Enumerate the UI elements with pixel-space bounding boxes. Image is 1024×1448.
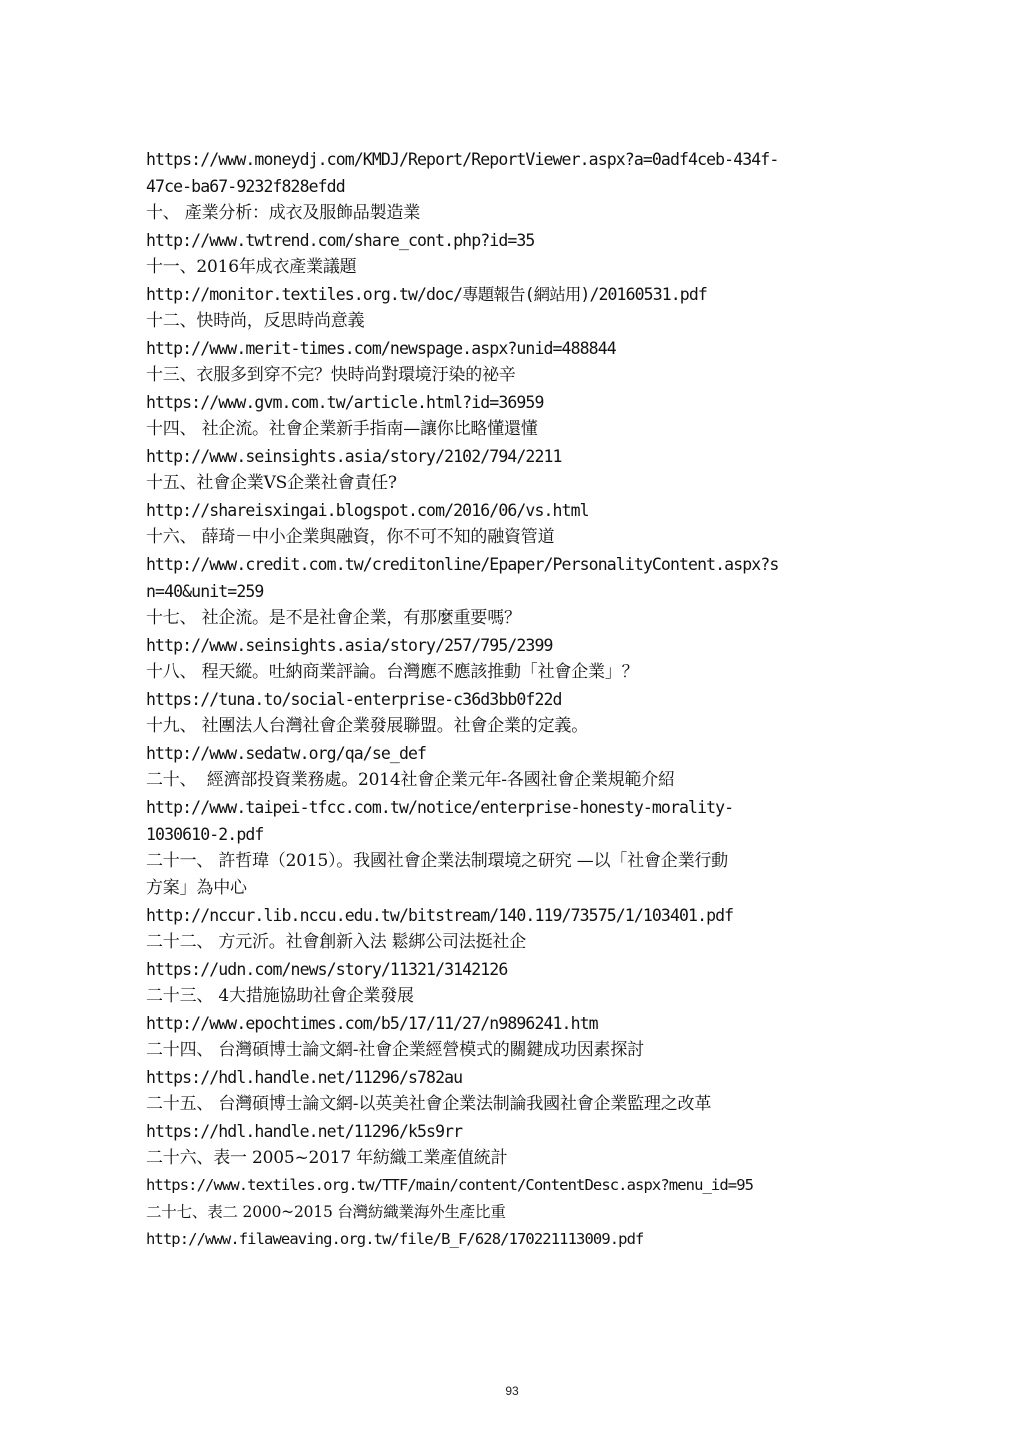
reference-title: 十九、 社團法人台灣社會企業發展聯盟。社會企業的定義。 bbox=[146, 716, 589, 736]
reference-title: 十、 產業分析：成衣及服飾品製造業 bbox=[146, 203, 421, 223]
reference-title: 十六、 薛琦－中小企業與融資，你不可不知的融資管道 bbox=[146, 527, 555, 547]
page-number: 93 bbox=[505, 1384, 519, 1398]
reference-title: 二十六、表一 2005~2017 年紡織工業產值統計 bbox=[146, 1148, 508, 1168]
reference-title: 二十二、 方元沂。社會創新入法 鬆綁公司法挺社企 bbox=[146, 932, 527, 952]
reference-url[interactable]: https://udn.com/news/story/11321/3142126 bbox=[146, 960, 508, 979]
reference-url[interactable]: https://www.gvm.com.tw/article.html?id=36959 bbox=[146, 393, 544, 412]
reference-title: 二十一、 許哲瑋（2015）。我國社會企業法制環境之研究 —以「社會企業行動 bbox=[146, 851, 728, 871]
reference-url[interactable]: http://www.merit-times.com/newspage.aspx?unid=488844 bbox=[146, 339, 616, 358]
reference-url[interactable]: http://www.sedatw.org/qa/se_def bbox=[146, 744, 427, 763]
reference-title: 十七、 社企流。是不是社會企業，有那麼重要嗎？ bbox=[146, 608, 521, 628]
reference-title: 二十五、 台灣碩博士論文網-以英美社會企業法制論我國社會企業監理之改革 bbox=[146, 1094, 712, 1114]
reference-url[interactable]: https://hdl.handle.net/11296/s782au bbox=[146, 1068, 463, 1087]
reference-url[interactable]: http://www.epochtimes.com/b5/17/11/27/n9896241.htm bbox=[146, 1014, 598, 1033]
reference-url[interactable]: http://www.credit.com.tw/creditonline/Epaper/PersonalityContent.aspx?s bbox=[146, 555, 779, 574]
reference-url[interactable]: 47ce-ba67-9232f828efdd bbox=[146, 177, 345, 196]
reference-url[interactable]: http://www.filaweaving.org.tw/file/B_F/628/170221113009.pdf bbox=[146, 1230, 644, 1248]
reference-url[interactable]: 1030610-2.pdf bbox=[146, 825, 264, 844]
reference-title: 二十、 經濟部投資業務處。2014社會企業元年-各國社會企業規範介紹 bbox=[146, 770, 675, 790]
reference-title: 十八、 程天縱。吐納商業評論。台灣應不應該推動「社會企業」？ bbox=[146, 662, 639, 682]
reference-url[interactable]: http://www.twtrend.com/share_cont.php?id=35 bbox=[146, 231, 535, 250]
reference-title: 十三、衣服多到穿不完？快時尚對環境汙染的祕辛 bbox=[146, 365, 516, 385]
reference-title: 十五、社會企業VS企業社會責任? bbox=[146, 473, 397, 493]
reference-title: 方案」為中心 bbox=[146, 878, 247, 898]
reference-title: 二十四、 台灣碩博士論文網-社會企業經營模式的關鍵成功因素探討 bbox=[146, 1040, 644, 1060]
reference-url[interactable]: http://nccur.lib.nccu.edu.tw/bitstream/140.119/73575/1/103401.pdf bbox=[146, 906, 734, 925]
reference-title: 二十七、表二 2000~2015 台灣紡織業海外生產比重 bbox=[146, 1203, 506, 1221]
reference-title: 十一、2016年成衣產業議題 bbox=[146, 257, 357, 277]
reference-url[interactable]: http://www.seinsights.asia/story/2102/794/2211 bbox=[146, 447, 562, 466]
reference-url[interactable]: https://www.moneydj.com/KMDJ/Report/ReportViewer.aspx?a=0adf4ceb-434f- bbox=[146, 150, 779, 169]
reference-url[interactable]: http://www.seinsights.asia/story/257/795/2399 bbox=[146, 636, 553, 655]
reference-title: 二十三、 4大措施協助社會企業發展 bbox=[146, 986, 414, 1006]
reference-url[interactable]: https://www.textiles.org.tw/TTF/main/content/ContentDesc.aspx?menu_id=95 bbox=[146, 1176, 754, 1194]
reference-url[interactable]: http://shareisxingai.blogspot.com/2016/06/vs.html bbox=[146, 501, 589, 520]
reference-url[interactable]: https://tuna.to/social-enterprise-c36d3bb0f22d bbox=[146, 690, 562, 709]
reference-url[interactable]: n=40&unit=259 bbox=[146, 582, 264, 601]
reference-url[interactable]: https://hdl.handle.net/11296/k5s9rr bbox=[146, 1122, 463, 1141]
reference-url[interactable]: http://www.taipei-tfcc.com.tw/notice/enterprise-honesty-morality- bbox=[146, 798, 734, 817]
reference-list bbox=[146, 146, 876, 1253]
reference-title: 十二、快時尚，反思時尚意義 bbox=[146, 311, 365, 331]
reference-title: 十四、 社企流。社會企業新手指南—讓你比略懂還懂 bbox=[146, 419, 538, 439]
reference-url[interactable]: http://monitor.textiles.org.tw/doc/專題報告(網站用)/20160531.pdf bbox=[146, 285, 707, 304]
